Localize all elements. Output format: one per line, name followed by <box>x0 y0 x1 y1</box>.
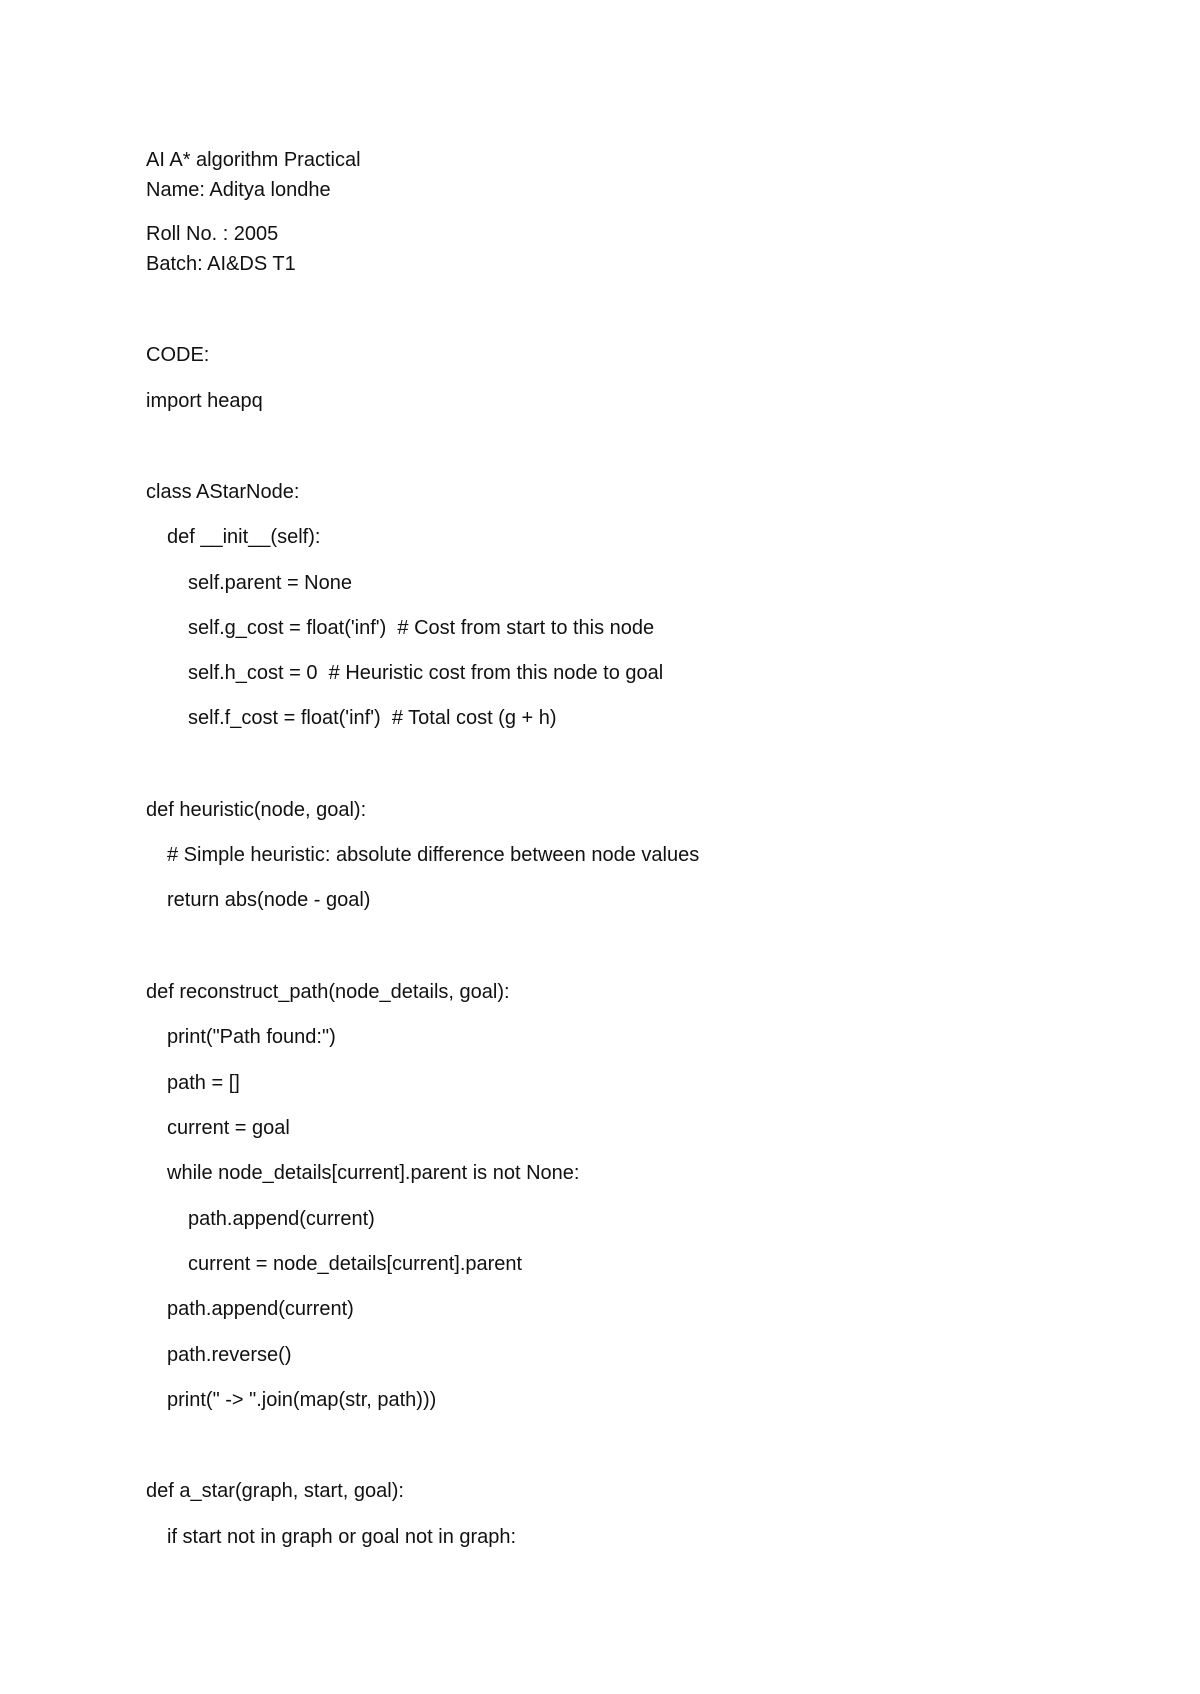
code-line: self.f_cost = float('inf') # Total cost (g + h) <box>188 707 557 729</box>
roll-number: Roll No. : 2005 <box>146 223 279 245</box>
code-line: # Simple heuristic: absolute difference between node values <box>167 844 700 866</box>
code-line: class AStarNode: <box>146 481 300 503</box>
code-line: def reconstruct_path(node_details, goal): <box>146 981 510 1003</box>
batch: Batch: AI&DS T1 <box>146 253 296 275</box>
code-line: path.reverse() <box>167 1344 292 1366</box>
code-line: self.h_cost = 0 # Heuristic cost from this node to goal <box>188 662 664 684</box>
student-name: Name: Aditya londhe <box>146 179 331 201</box>
code-line: if start not in graph or goal not in graph: <box>167 1526 517 1548</box>
code-line: self.parent = None <box>188 572 352 594</box>
code-line: def a_star(graph, start, goal): <box>146 1480 404 1502</box>
code-line: return abs(node - goal) <box>167 889 371 911</box>
code-line: print("Path found:") <box>167 1026 336 1048</box>
code-line: import heapq <box>146 390 263 412</box>
code-line: while node_details[current].parent is not None: <box>167 1162 580 1184</box>
code-line: current = node_details[current].parent <box>188 1253 523 1275</box>
code-line: current = goal <box>167 1117 290 1139</box>
code-line: print(" -> ".join(map(str, path))) <box>167 1389 437 1411</box>
document-title: AI A* algorithm Practical <box>146 149 361 171</box>
code-label: CODE: <box>146 344 210 366</box>
code-line: self.g_cost = float('inf') # Cost from start to this node <box>188 617 655 639</box>
code-line: path.append(current) <box>188 1208 375 1230</box>
code-line: path = [] <box>167 1072 240 1094</box>
code-line: def heuristic(node, goal): <box>146 799 367 821</box>
code-line: def __init__(self): <box>167 526 321 548</box>
code-line: path.append(current) <box>167 1298 354 1320</box>
